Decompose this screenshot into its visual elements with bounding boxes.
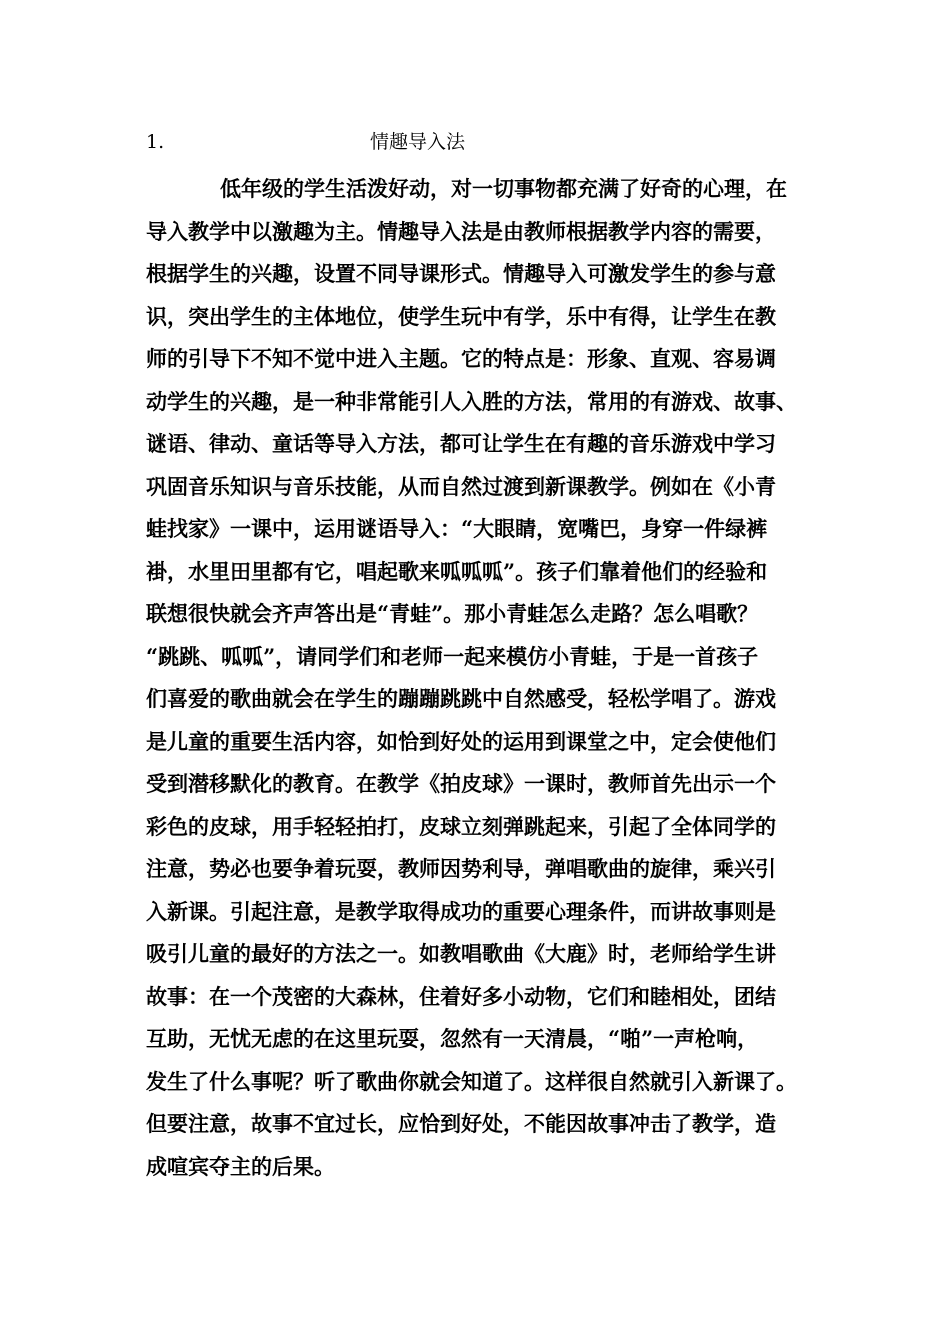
paragraph-line: 彩色的皮球，用手轻轻拍打，皮球立刻弹跳起来，引起了全体同学的 xyxy=(146,813,776,839)
paragraph-line: 受到潜移默化的教育。在教学《拍皮球》一课时，教师首先出示一个 xyxy=(146,771,776,796)
paragraph-line: 谜语、律动、童话等导入方法，都可让学生在有趣的音乐游戏中学习 xyxy=(146,431,776,456)
paragraph-line: 师的引导下不知不觉中进入主题。它的特点是：形象、直观、容易调 xyxy=(146,346,776,371)
section-heading xyxy=(146,127,465,157)
paragraph-line: 导入教学中以激趣为主。情趣导入法是由教师根据教学内容的需要， xyxy=(146,218,776,244)
paragraph-line: 根据学生的兴趣，设置不同导课形式。情趣导入可激发学生的参与意 xyxy=(146,261,776,286)
section-number: 1. xyxy=(146,131,165,153)
paragraph-line: 们喜爱的歌曲就会在学生的蹦蹦跳跳中自然感受，轻松学唱了。游戏 xyxy=(146,686,776,711)
paragraph-line: 蛙找家》一课中，运用谜语导入：“大眼睛，宽嘴巴，身穿一件绿裤 xyxy=(146,516,768,541)
paragraph-line: 联想很快就会齐声答出是“青蛙”。那小青蛙怎么走路？怎么唱歌？ xyxy=(146,601,759,626)
paragraph-line: 巩固音乐知识与音乐技能，从而自然过渡到新课教学。例如在《小青 xyxy=(146,473,776,499)
paragraph-line: “跳跳、呱呱”，请同学们和老师一起来模仿小青蛙，于是一首孩子 xyxy=(146,643,759,669)
paragraph-line: 成喧宾夺主的后果。 xyxy=(146,1153,335,1179)
paragraph-line: 互助，无忧无虑的在这里玩耍，忽然有一天清晨，“啪”一声枪响， xyxy=(146,1026,759,1051)
paragraph-line: 但要注意，故事不宜过长，应恰到好处，不能因故事冲击了教学，造 xyxy=(146,1111,776,1136)
paragraph xyxy=(146,168,826,1188)
paragraph-line: 注意，势必也要争着玩耍，教师因势利导，弹唱歌曲的旋律，乘兴引 xyxy=(146,856,776,881)
paragraph-line: 褂，水里田里都有它，唱起歌来呱呱呱”。孩子们靠着他们的经验和 xyxy=(146,558,768,584)
paragraph-line: 吸引儿童的最好的方法之一。如教唱歌曲《大鹿》时，老师给学生讲 xyxy=(146,941,776,966)
section-title: 情趣导入法 xyxy=(370,131,466,153)
paragraph-line: 低年级的学生活泼好动，对一切事物都充满了好奇的心理，在 xyxy=(220,176,787,201)
paragraph-line: 动学生的兴趣，是一种非常能引人入胜的方法，常用的有游戏、故事、 xyxy=(146,388,797,414)
paragraph-line: 识，突出学生的主体地位，使学生玩中有学，乐中有得，让学生在教 xyxy=(146,303,776,329)
paragraph-line: 入新课。引起注意，是教学取得成功的重要心理条件，而讲故事则是 xyxy=(146,898,776,924)
paragraph-line: 故事：在一个茂密的大森林，住着好多小动物，它们和睦相处，团结 xyxy=(146,983,776,1009)
paragraph-line: 发生了什么事呢？听了歌曲你就会知道了。这样很自然就引入新课了。 xyxy=(146,1068,797,1094)
paragraph-line: 是儿童的重要生活内容，如恰到好处的运用到课堂之中，定会使他们 xyxy=(146,728,776,754)
